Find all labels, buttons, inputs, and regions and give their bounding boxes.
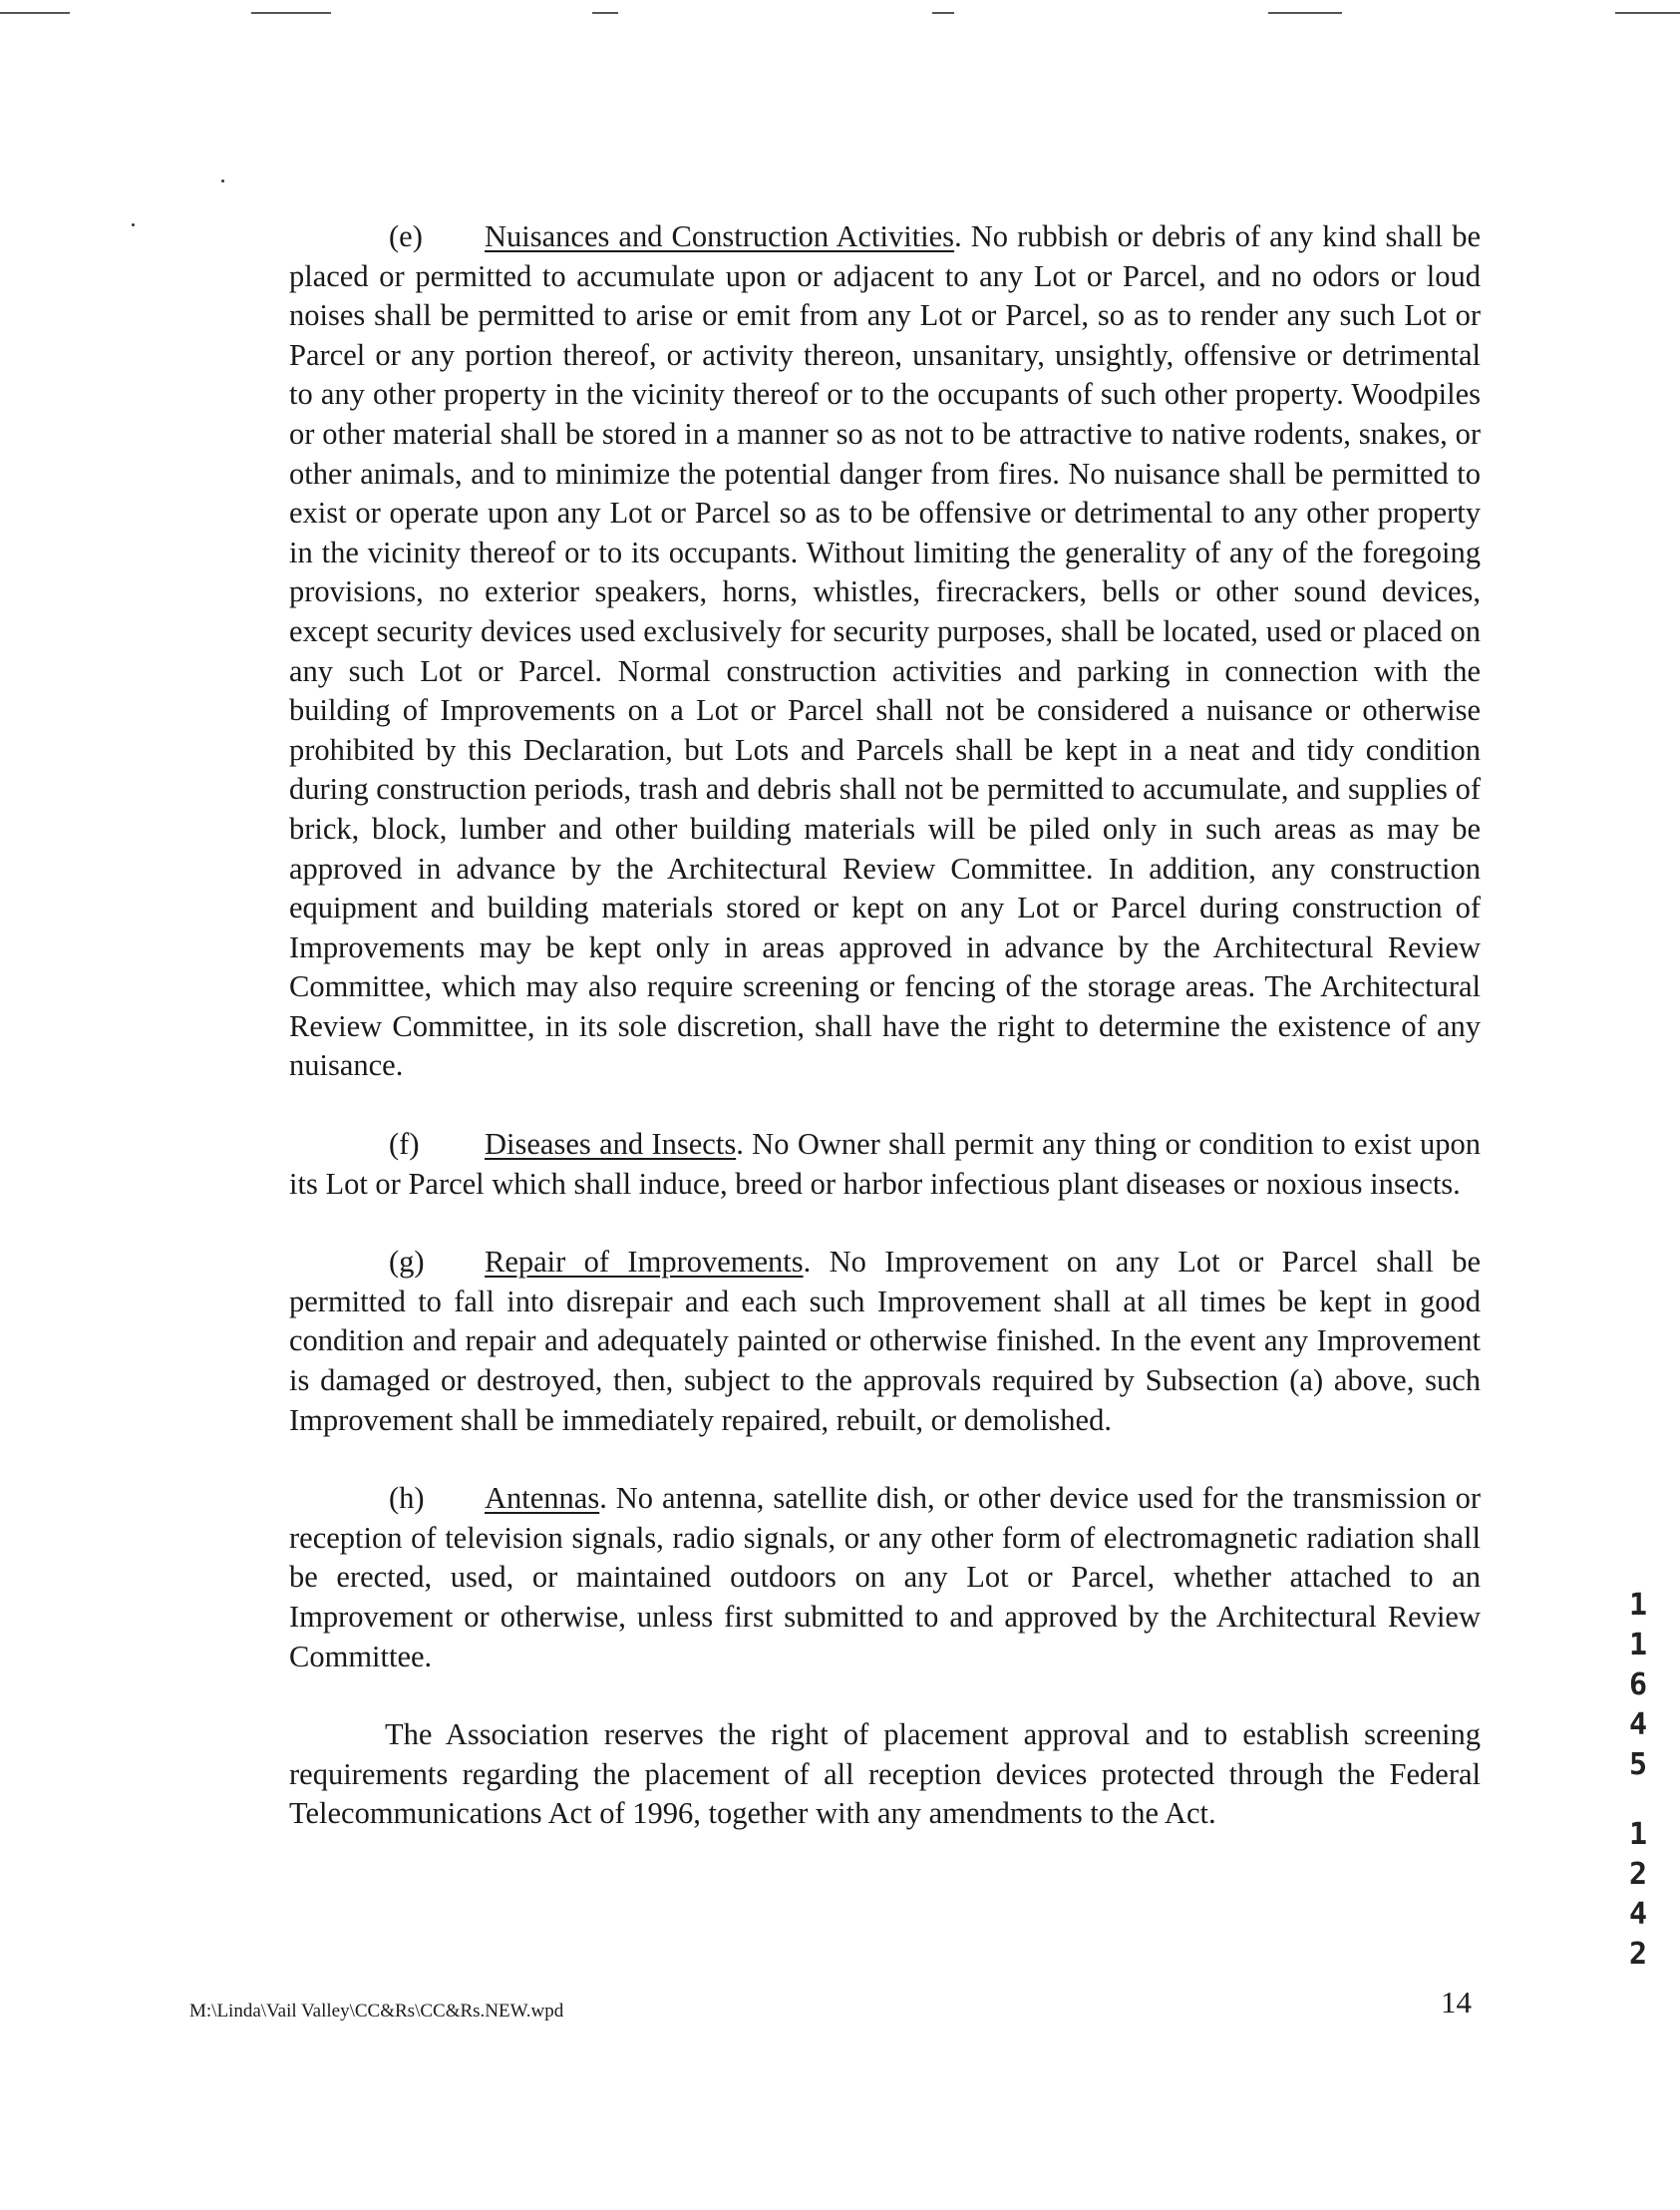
paragraph-label: (g) <box>389 1245 425 1280</box>
paragraph-label: (e) <box>389 219 423 253</box>
paragraph-f <box>289 1125 1481 1204</box>
paragraph-title: Antennas <box>485 1481 600 1516</box>
stamp-digit: 4 <box>1628 1707 1648 1742</box>
scan-artifact-line <box>592 12 618 14</box>
stamp-digit: 5 <box>1628 1747 1648 1782</box>
paragraph-body: . No Improvement on any Lot or Parcel shall be permitted to fall into disrepair and each such Improvement shall at all times be kept in good condition and repair and adequately painted or otherwise finished. In the event any Improvement is damaged or destroyed, then, subject to the approvals required by Subsection (a) above, such Improvement shall be immediately repaired, rebuilt, or demolished. <box>289 1245 1482 1437</box>
stamp-gap <box>1623 1785 1653 1815</box>
paragraph-e <box>289 217 1481 1086</box>
paragraph-title: Nuisances and Construction Activities <box>485 219 955 253</box>
recording-stamp <box>1623 1586 1653 1975</box>
paragraph-title: Diseases and Insects <box>485 1127 737 1162</box>
stamp-digit: 1 <box>1628 1628 1648 1662</box>
scan-artifact-line <box>1268 12 1342 14</box>
scan-artifact-line <box>932 12 954 14</box>
stamp-digit: 1 <box>1628 1588 1648 1623</box>
footer-file-path: M:\Linda\Vail Valley\CC&Rs\CC&Rs.NEW.wpd <box>189 2001 564 2022</box>
page-number: 14 <box>1441 1985 1472 2020</box>
paragraph-label: (h) <box>389 1481 425 1516</box>
stamp-digit: 1 <box>1628 1817 1648 1852</box>
stamp-digit: 6 <box>1628 1667 1648 1702</box>
paragraph-h <box>289 1479 1481 1676</box>
scan-artifact-line <box>251 12 331 14</box>
stamp-digit: 4 <box>1628 1897 1648 1932</box>
closing-paragraph: The Association reserves the right of placement approval and to establish screening requirements regarding the placement of all reception devices protected through the Federal Telecommunications Act of 1996, together with any amendments to the Act. <box>289 1717 1481 1831</box>
stamp-digit: 2 <box>1628 1857 1648 1892</box>
document-body <box>289 217 1481 1873</box>
paragraph-body: . No Owner shall permit any thing or condition to exist upon its Lot or Parcel which shall induce, breed or harbor infectious plant diseases or noxious insects. <box>289 1127 1482 1201</box>
scan-speck <box>221 180 224 183</box>
scan-speck <box>132 223 135 226</box>
paragraph-g <box>289 1243 1481 1440</box>
stamp-digit: 2 <box>1628 1937 1648 1972</box>
scan-artifact-line <box>1615 12 1680 14</box>
paragraph-label: (f) <box>389 1127 420 1162</box>
paragraph-body: . No antenna, satellite dish, or other device used for the transmission or reception of television signals, radio signals, or any other form of electromagnetic radiation shall be erected, used, or maintained outdoors on any Lot or Parcel, whether attached to an Improvement or otherwise, unless first submitted to and approved by the Architectural Review Committee. <box>289 1481 1481 1673</box>
paragraph-title: Repair of Improvements <box>485 1245 804 1280</box>
paragraph-body: . No rubbish or debris of any kind shall be placed or permitted to accumulate upon or adjacent to any Lot or Parcel, and no odors or loud noises shall be permitted to arise or emit from any Lot or Parcel, so as to render any such Lot or Parcel or any portion thereof, or activity thereon, unsanitary, unsightly, offensive or detrimental to any other property in the vicinity thereof or to the occupants of such other property. Woodpiles or other material shall be stored in a manner so as not to be attractive to native rodents, snakes, or other animals, and to minimize the potential danger from fires. No nuisance shall be permitted to exist or operate upon any Lot or Parcel so as to be offensive or detrimental to any other property in the vicinity thereof or to its occupants. Without limiting the generality of any of the foregoing provisions, no exterior speakers, horns, whistles, firecrackers, bells or other sound devices, except security devices used exclusively for security purposes, shall be located, used or placed on any such Lot or Parcel. Normal construction activities and parking in connection with the building of Improvements on a Lot or Parcel shall not be considered a nuisance or otherwise prohibited by this Declaration, but Lots and Parcels shall be kept in a neat and tidy condition during construction periods, trash and debris shall not be permitted to accumulate, and supplies of brick, block, lumber and other building materials will be piled only in such areas as may be approved in advance by the Architectural Review Committee. In addition, any construction equipment and building materials stored or kept on any Lot or Parcel during construction of Improvements may be kept only in areas approved in advance by the Architectural Review Committee, which may also require screening or fencing of the storage areas. The Architectural Review Committee, in its sole discretion, shall have the right to determine the existence of any nuisance. <box>289 219 1482 1083</box>
scan-artifact-line <box>0 12 70 14</box>
